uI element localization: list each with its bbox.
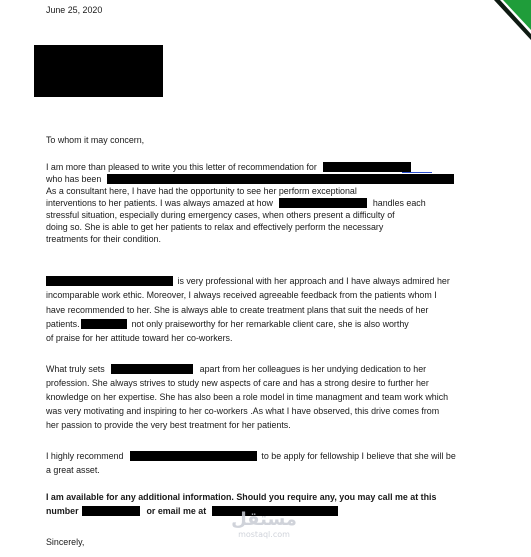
- link-underline: [402, 172, 432, 173]
- p1-text: who has been: [46, 174, 102, 184]
- p1-text: interventions to her patients. I was always amazed at how: [46, 198, 273, 208]
- redacted-phone: [82, 506, 140, 516]
- p2-line1: [46, 276, 450, 287]
- p2-line3: have recommended to her. She is always able to create treatment plans that suit the needs of her: [46, 305, 429, 315]
- p2-text: is very professional with her approach and I have always admired her: [177, 276, 450, 286]
- p5-text: or email me at: [146, 506, 207, 516]
- p3-line3: knowledge on her expertise. She has also been a role model in time managment and team work which: [46, 392, 449, 402]
- p3-line5: her passion to provide the very best treatment for her patients.: [46, 420, 291, 430]
- p4-text: I highly recommend: [46, 451, 124, 461]
- p5-line1: I am available for any additional information. Should you require any, you may call me at this: [46, 492, 437, 502]
- watermark-latin: mostaql.com: [238, 530, 290, 539]
- closing: Sincerely,: [46, 537, 85, 547]
- corner-dark-stripe: [494, 0, 531, 40]
- redacted-name: [323, 162, 411, 172]
- p1-text: I am more than pleased to write you this letter of recommendation for: [46, 162, 317, 172]
- p3-line4: was very motivating and inspiring to her co-workers .As what I have observed, this drive comes from: [46, 406, 440, 416]
- redacted-letterhead: [34, 45, 163, 97]
- p3-line2: profession. She always strives to study new aspects of care and has a strong desire to further her: [46, 378, 429, 388]
- redacted-name: [130, 451, 257, 461]
- p1-line5: stressful situation, especially during emergency cases, when others present a difficulty of: [46, 210, 395, 220]
- salutation: To whom it may concern,: [46, 135, 145, 145]
- p1-line2: [46, 174, 454, 185]
- p1-line1: [46, 162, 411, 173]
- corner-green-stripe: [503, 0, 531, 30]
- p3-text: apart from her colleagues is her undying dedication to her: [199, 364, 427, 374]
- p2-text: patients.: [46, 319, 80, 329]
- p2-line2: incomparable work ethic. Moreover, I always received agreeable feedback from the patients whom I: [46, 290, 437, 300]
- p1-line4: [46, 198, 426, 209]
- letter-date: June 25, 2020: [46, 5, 103, 15]
- redacted-name: [279, 198, 367, 208]
- p2-line5: of praise for her attitude toward her co-workers.: [46, 333, 233, 343]
- p1-line6: doing so. She is able to get her patients to relax and effectively perform the necessary: [46, 222, 384, 232]
- p4-line1: [46, 451, 456, 462]
- redacted-role: [107, 174, 454, 184]
- redacted-name: [46, 276, 173, 286]
- p1-text: handles each: [372, 198, 426, 208]
- p4-text: to be apply for fellowship I believe that she will be: [261, 451, 456, 461]
- p4-line2: a great asset.: [46, 465, 100, 475]
- p3-text: What truly sets: [46, 364, 105, 374]
- p2-line4: [46, 319, 409, 330]
- watermark-arabic: مستقل: [231, 509, 297, 530]
- mostaql-watermark: [228, 510, 300, 550]
- p1-line3: As a consultant here, I have had the opportunity to see her perform exceptional: [46, 186, 357, 196]
- p3-line1: [46, 364, 426, 375]
- redacted-name: [81, 319, 127, 329]
- p1-line7: treatments for their condition.: [46, 234, 161, 244]
- p5-text: number: [46, 506, 79, 516]
- p2-text: not only praiseworthy for her remarkable client care, she is also worthy: [131, 319, 409, 329]
- redacted-name: [111, 364, 193, 374]
